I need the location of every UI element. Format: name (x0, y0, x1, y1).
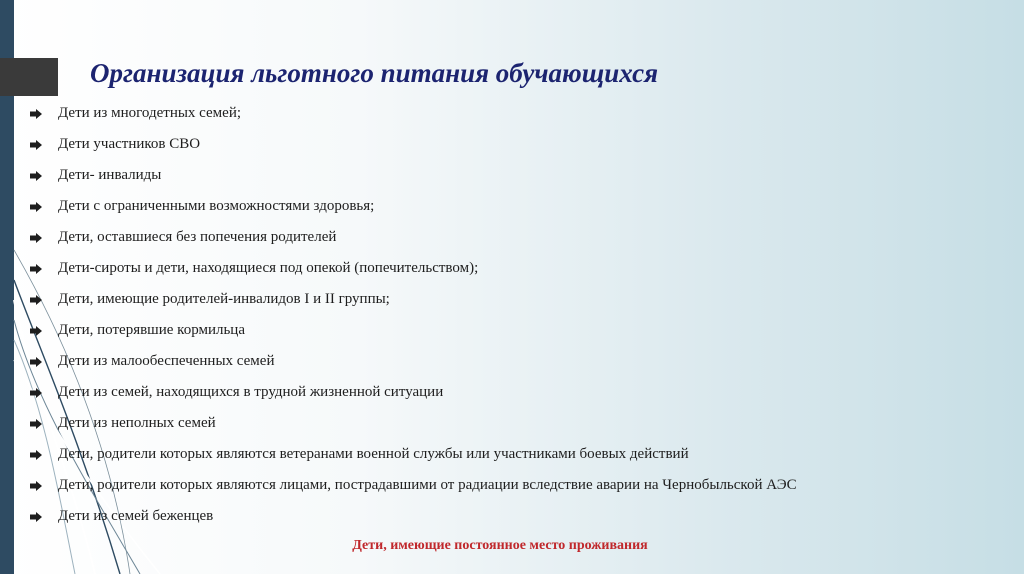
list-item (30, 160, 797, 191)
list-item-text: Дети с ограниченными возможностями здоровья; (58, 198, 375, 214)
list-item (30, 408, 797, 439)
footer-residence-note: Дети, имеющие постоянное место проживания (352, 538, 648, 553)
list-item-text: Дети из семей беженцев (58, 508, 214, 524)
arrow-right-icon (30, 109, 42, 119)
list-item (30, 501, 797, 532)
list-item-text: Дети-сироты и дети, находящиеся под опекой (попечительством); (58, 260, 479, 276)
list-item-text: Дети из многодетных семей; (58, 105, 242, 121)
list-item-text: Дети, оставшиеся без попечения родителей (58, 229, 337, 245)
list-item (30, 191, 797, 222)
list-item (30, 129, 797, 160)
arrow-right-icon (30, 264, 42, 274)
list-item-text: Дети, потерявшие кормильца (58, 322, 245, 338)
list-item (30, 346, 797, 377)
list-item (30, 98, 797, 129)
eligibility-list (30, 98, 797, 532)
list-item (30, 470, 797, 501)
list-item (30, 284, 797, 315)
arrow-right-icon (30, 295, 42, 305)
arrow-right-icon (30, 140, 42, 150)
list-item-text: Дети- инвалиды (58, 167, 162, 183)
list-item (30, 222, 797, 253)
list-item-text: Дети участников СВО (58, 136, 201, 152)
arrow-right-icon (30, 233, 42, 243)
title-marker-tab (0, 58, 58, 96)
arrow-right-icon (30, 419, 42, 429)
list-item-text: Дети, родители которых являются ветеранами военной службы или участниками боевых действий (58, 446, 689, 462)
arrow-right-icon (30, 388, 42, 398)
arrow-right-icon (30, 357, 42, 367)
list-item (30, 439, 797, 470)
list-item-text: Дети из неполных семей (58, 415, 216, 431)
list-item (30, 315, 797, 346)
list-item-text: Дети из малообеспеченных семей (58, 353, 275, 369)
page-title: Организация льготного питания обучающихся (90, 58, 658, 88)
arrow-right-icon (30, 450, 42, 460)
list-item-text: Дети, имеющие родителей-инвалидов I и II группы; (58, 291, 390, 307)
arrow-right-icon (30, 202, 42, 212)
arrow-right-icon (30, 512, 42, 522)
list-item (30, 377, 797, 408)
arrow-right-icon (30, 326, 42, 336)
list-item-text: Дети из семей, находящихся в трудной жизненной ситуации (58, 384, 444, 400)
arrow-right-icon (30, 171, 42, 181)
arrow-right-icon (30, 481, 42, 491)
list-item-text: Дети, родители которых являются лицами, пострадавшими от радиации вследствие аварии на Чернобыльской АЭС (58, 477, 797, 493)
list-item (30, 253, 797, 284)
